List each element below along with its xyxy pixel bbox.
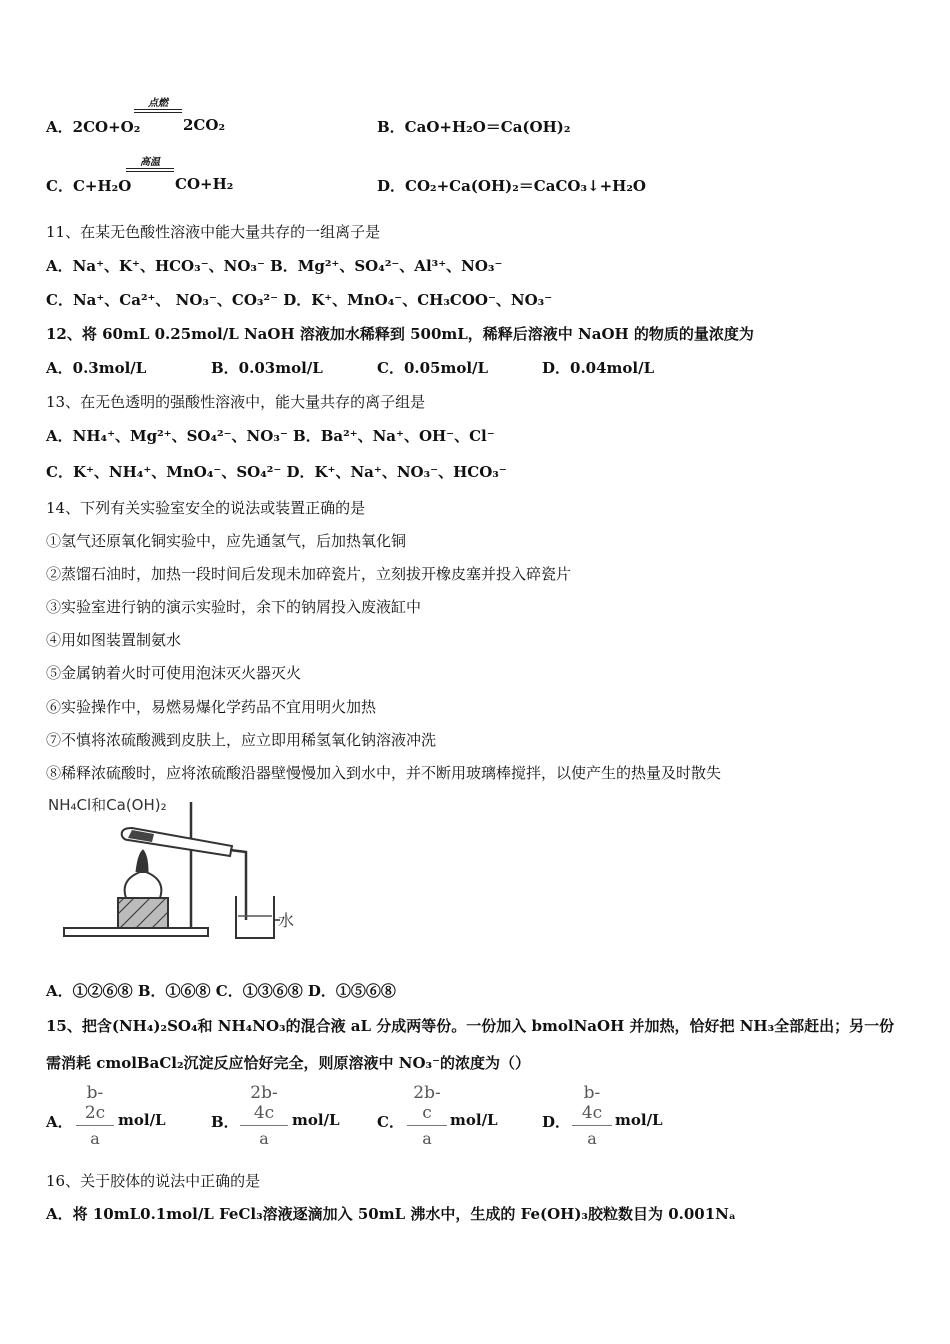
fig-label-reagent: NH₄Cl和Ca(OH)₂ bbox=[48, 796, 167, 814]
q15-option-a-letter: A． bbox=[46, 1113, 73, 1131]
q14-item-7: ⑦不慎将浓硫酸溅到皮肤上，应立即用稀氢氧化钠溶液冲洗 bbox=[46, 731, 437, 749]
q15-option-c-letter: C． bbox=[377, 1113, 404, 1131]
q10-option-b: B．CaO+H₂O＝Ca(OH)₂ bbox=[377, 118, 571, 136]
q15-option-d-letter: D． bbox=[542, 1113, 571, 1131]
q11-stem: 11、在某无色酸性溶液中能大量共存的一组离子是 bbox=[46, 223, 381, 241]
apparatus-drawing bbox=[48, 792, 308, 944]
q10-option-c-product: CO+H₂ bbox=[175, 175, 234, 193]
q14-stem: 14、下列有关实验室安全的说法或装置正确的是 bbox=[46, 499, 366, 517]
q15-option-d-fraction: $\frac{b-4c}{a}$ bbox=[572, 1083, 612, 1148]
q15-stem-line1: 15、把含(NH₄)₂SO₄和 NH₄NO₃的混合液 aL 分成两等份。一份加入 bmolNaOH 并加热，恰好把 NH₃全部赶出；另一份 bbox=[46, 1017, 895, 1035]
q14-item-3: ③实验室进行钠的演示实验时，余下的钠屑投入废液缸中 bbox=[46, 598, 422, 616]
q14-item-5: ⑤金属钠着火时可使用泡沫灭火器灭火 bbox=[46, 664, 302, 682]
q14-item-8: ⑧稀释浓硫酸时，应将浓硫酸沿器壁慢慢加入到水中，并不断用玻璃棒搅拌，以使产生的热量及时散失 bbox=[46, 764, 722, 782]
q13-options-cd: C．K⁺、NH₄⁺、MnO₄⁻、SO₄²⁻ D．K⁺、Na⁺、NO₃⁻、HCO₃⁻ bbox=[46, 463, 507, 481]
q14-item-6: ⑥实验操作中，易燃易爆化学药品不宜用明火加热 bbox=[46, 698, 377, 716]
q15-option-a-unit: mol/L bbox=[118, 1111, 166, 1129]
q16-option-a: A．将 10mL0.1mol/L FeCl₃溶液逐滴加入 50mL 沸水中，生成的 Fe(OH)₃胶粒数目为 0.001Nₐ bbox=[46, 1205, 736, 1223]
q15-option-b-letter: B． bbox=[211, 1113, 239, 1131]
q15-stem-line2: 需消耗 cmolBaCl₂沉淀反应恰好完全，则原溶液中 NO₃⁻的浓度为（） bbox=[46, 1054, 531, 1072]
q12-option-a: A．0.3mol/L bbox=[46, 359, 147, 377]
q12-option-c: C．0.05mol/L bbox=[377, 359, 489, 377]
q10-option-a: A．2CO+O₂ bbox=[46, 118, 141, 136]
q14-item-2: ②蒸馏石油时，加热一段时间后发现未加碎瓷片，立刻拔开橡皮塞并投入碎瓷片 bbox=[46, 565, 572, 583]
q10-condition-ignite: 点燃 bbox=[134, 99, 182, 113]
q10-option-d: D．CO₂+Ca(OH)₂＝CaCO₃↓+H₂O bbox=[377, 177, 646, 195]
ammonia-apparatus-figure bbox=[48, 792, 308, 944]
fig-label-water: 水 bbox=[278, 911, 295, 930]
q13-stem: 13、在无色透明的强酸性溶液中，能大量共存的离子组是 bbox=[46, 393, 426, 411]
q10-option-c: C．C+H₂O bbox=[46, 177, 132, 195]
q15-option-a-fraction: $\frac{b-2c}{a}$ bbox=[76, 1083, 114, 1148]
q11-options-cd: C．Na⁺、Ca²⁺、 NO₃⁻、CO₃²⁻ D．K⁺、MnO₄⁻、CH₃COO⁻、NO₃⁻ bbox=[46, 291, 553, 309]
q15-option-d-unit: mol/L bbox=[615, 1111, 663, 1129]
q15-option-b-unit: mol/L bbox=[292, 1111, 340, 1129]
q12-option-d: D．0.04mol/L bbox=[542, 359, 655, 377]
q14-item-4: ④用如图装置制氨水 bbox=[46, 631, 182, 649]
q14-options: A．①②⑥⑧ B．①⑥⑧ C．①③⑥⑧ D．①⑤⑥⑧ bbox=[46, 982, 396, 1000]
q14-item-1: ①氢气还原氧化铜实验中，应先通氢气，后加热氧化铜 bbox=[46, 532, 407, 550]
q16-stem: 16、关于胶体的说法中正确的是 bbox=[46, 1172, 261, 1190]
q10-option-a-product: 2CO₂ bbox=[183, 116, 226, 134]
q13-options-ab: A．NH₄⁺、Mg²⁺、SO₄²⁻、NO₃⁻ B．Ba²⁺、Na⁺、OH⁻、Cl⁻ bbox=[46, 427, 495, 445]
q12-option-b: B．0.03mol/L bbox=[211, 359, 323, 377]
q15-option-c-fraction: $\frac{2b-c}{a}$ bbox=[407, 1083, 447, 1148]
q11-options-ab: A．Na⁺、K⁺、HCO₃⁻、NO₃⁻ B．Mg²⁺、SO₄²⁻、Al³⁺、NO₃⁻ bbox=[46, 257, 503, 275]
q15-option-c-unit: mol/L bbox=[450, 1111, 498, 1129]
q15-option-b-fraction: $\frac{2b-4c}{a}$ bbox=[240, 1083, 288, 1148]
q10-condition-hightemp: 高温 bbox=[126, 158, 174, 172]
q12-stem: 12、将 60mL 0.25mol/L NaOH 溶液加水稀释到 500mL，稀释后溶液中 NaOH 的物质的量浓度为 bbox=[46, 325, 754, 343]
